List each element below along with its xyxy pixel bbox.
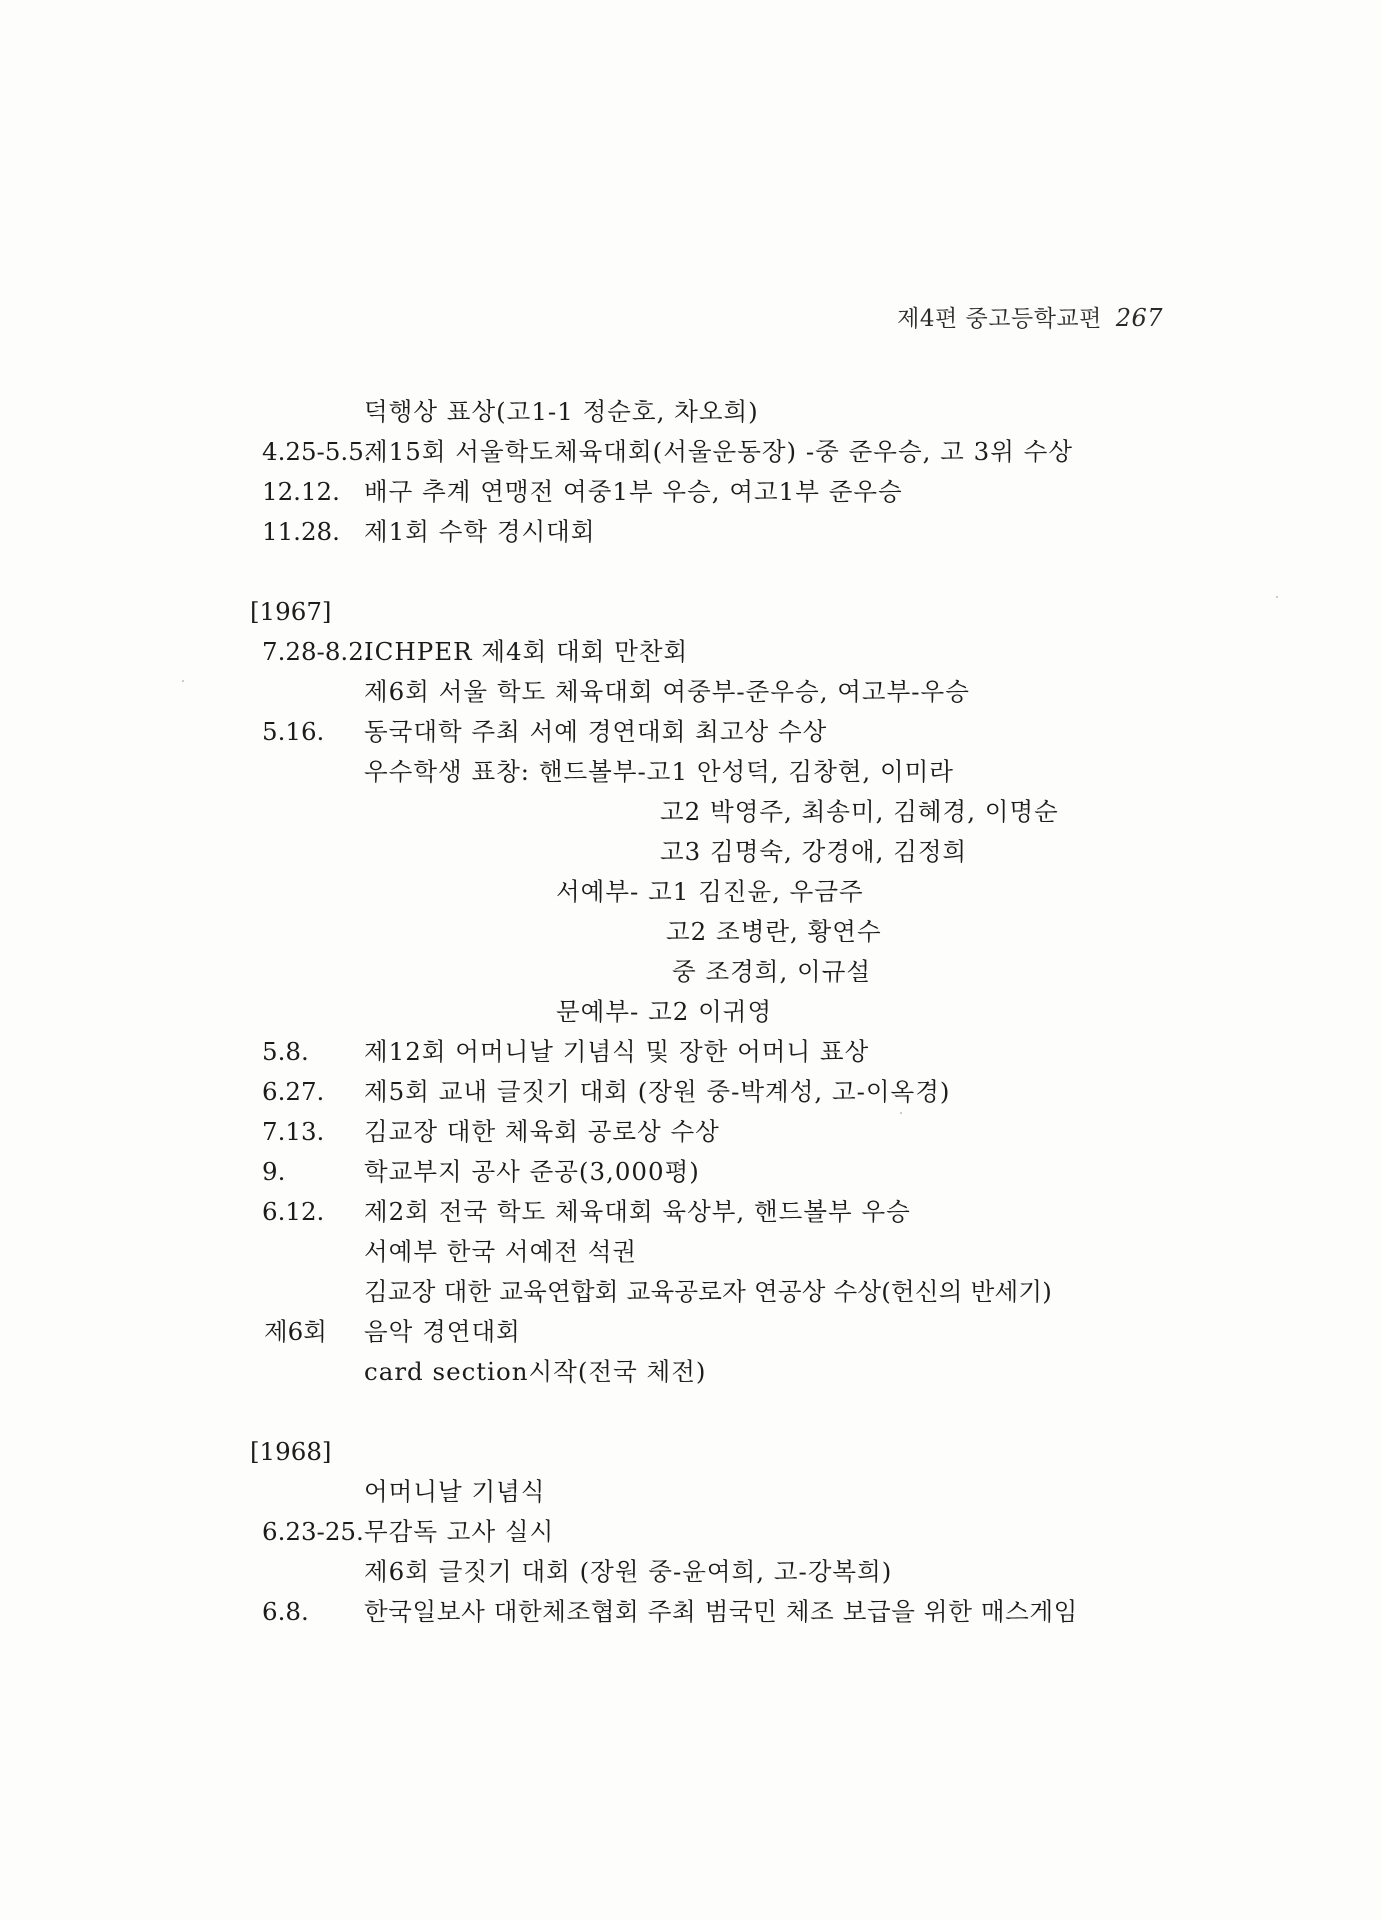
entry-date: 4.25-5.5. (262, 437, 372, 466)
scan-speck (900, 1112, 902, 1114)
entry-text: 제12회 어머니날 기념식 및 장한 어머니 표상 (364, 1037, 870, 1066)
scan-speck (182, 680, 184, 682)
entry-text: 한국일보사 대한체조협회 주최 범국민 체조 보급을 위한 매스게임 (364, 1597, 1078, 1626)
entry-text: 음악 경연대회 (364, 1317, 521, 1346)
entry-date: 5.8. (262, 1037, 309, 1066)
entry-text: 학교부지 공사 준공(3,000평) (364, 1157, 700, 1186)
entry-date: 5.16. (262, 717, 325, 746)
entry-text: 서예부- 고1 김진윤, 우금주 (556, 877, 864, 906)
entry-text: 제6회 서울 학도 체육대회 여중부-준우승, 여고부-우승 (364, 677, 970, 706)
year-heading: [1968] (250, 1437, 332, 1466)
entry-text: 제5회 교내 글짓기 대회 (장원 중-박계성, 고-이옥경) (364, 1077, 951, 1106)
entry-text: 제2회 전국 학도 체육대회 육상부, 핸드볼부 우승 (364, 1197, 911, 1226)
entry-date: 11.28. (262, 517, 340, 546)
entry-date: 제6회 (264, 1317, 327, 1346)
entry-text: ICHPER 제4회 대회 만찬회 (364, 637, 689, 666)
entry-text: 고3 김명숙, 강경애, 김정희 (660, 837, 968, 866)
entry-date: 9. (262, 1157, 286, 1186)
entry-text: 우수학생 표창: 핸드볼부-고1 안성덕, 김창현, 이미라 (364, 757, 954, 786)
entry-text: 배구 추계 연맹전 여중1부 우승, 여고1부 준우승 (364, 477, 903, 506)
entry-text: 어머니날 기념식 (364, 1477, 546, 1506)
entry-date: 6.23-25. (262, 1517, 364, 1546)
entry-date: 6.8. (262, 1597, 309, 1626)
entry-text: 문예부- 고2 이귀영 (556, 997, 773, 1026)
entry-text: 무감독 고사 실시 (364, 1517, 555, 1546)
entry-text: 동국대학 주최 서예 경연대회 최고상 수상 (364, 717, 828, 746)
entry-text: 김교장 대한 체육회 공로상 수상 (364, 1117, 720, 1146)
entry-text: 제1회 수학 경시대회 (364, 517, 596, 546)
entry-date: 7.28-8.2. (262, 637, 372, 666)
entry-date: 6.27. (262, 1077, 325, 1106)
entry-text: card section시작(전국 체전) (364, 1357, 707, 1386)
entry-date: 7.13. (262, 1117, 325, 1146)
section-title: 제4편 중고등학교편 (897, 306, 1102, 332)
entry-text: 서예부 한국 서예전 석권 (364, 1237, 638, 1266)
entry-date: 6.12. (262, 1197, 325, 1226)
page-number: 267 (1115, 304, 1163, 332)
year-heading: [1967] (250, 597, 332, 626)
entry-text: 고2 조병란, 황연수 (666, 917, 882, 946)
entry-text: 제15회 서울학도체육대회(서울운동장) -중 준우승, 고 3위 수상 (364, 437, 1074, 466)
entry-date: 12.12. (262, 477, 340, 506)
entry-text: 중 조경희, 이규설 (672, 957, 872, 986)
entry-text: 고2 박영주, 최송미, 김혜경, 이명순 (660, 797, 1059, 826)
scan-speck (1276, 596, 1278, 598)
entry-text: 제6회 글짓기 대회 (장원 중-윤여희, 고-강복희) (364, 1557, 893, 1586)
entry-text: 김교장 대한 교육연합회 교육공로자 연공상 수상(헌신의 반세기) (364, 1277, 1052, 1306)
entry-text: 덕행상 표상(고1-1 정순호, 차오희) (364, 397, 759, 426)
